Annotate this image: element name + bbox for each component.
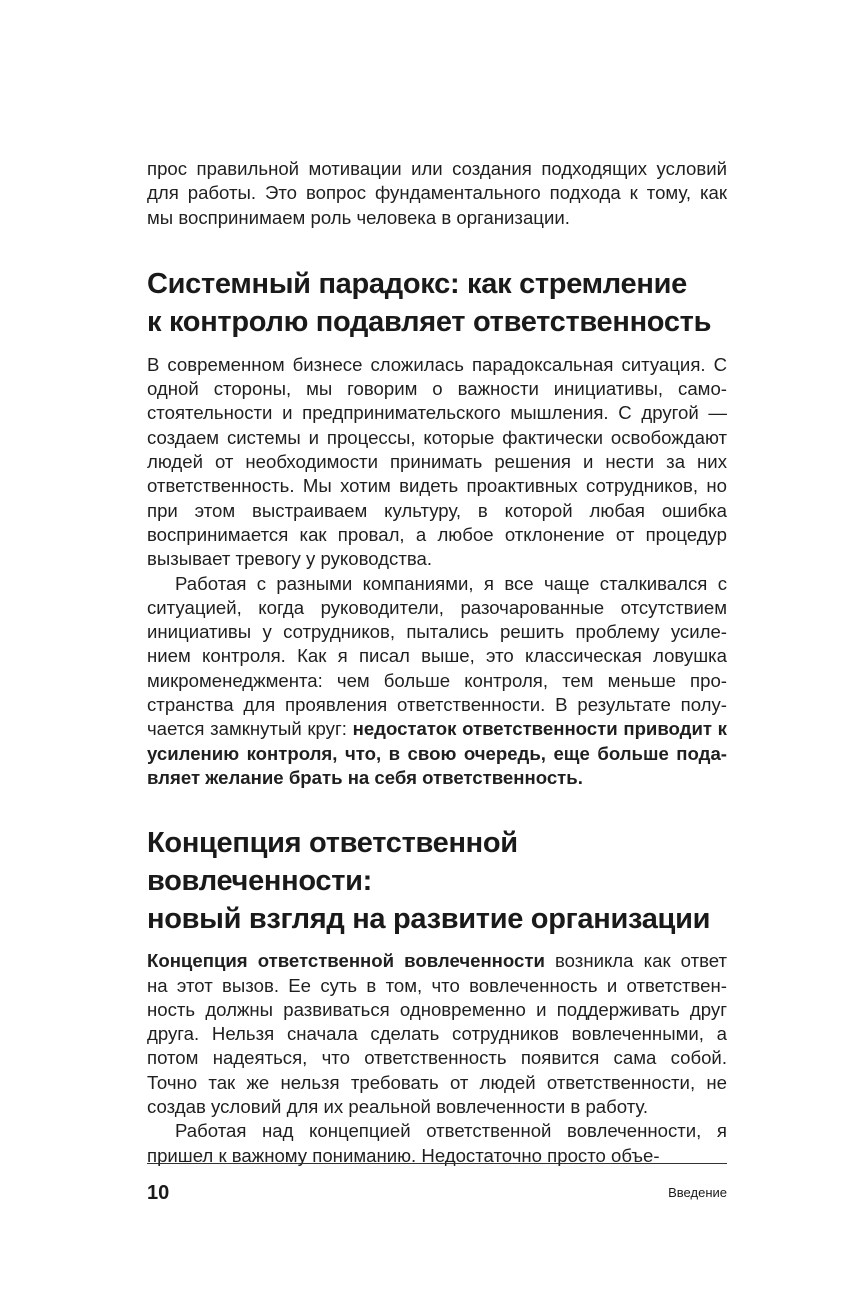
emphasis-text: Концепция ответственной вовлеченности [147,950,545,972]
paragraph [147,572,727,791]
section-heading-line: Системный парадокс: как стремление [147,267,687,300]
paragraph-text: возникла как ответ на этот вызов. Ее суть в том, что вовлеченность и ответственность должны развиваться одновременно и поддерживать друг друга. Нельзя сначала сделать сотрудников вовлеченными, а потом надеяться, что ответственность появится сама собой. Точно так же нельзя требовать от людей ответственности, не создав условий для их реальной вовлеченности в работу. [147,950,728,1118]
footer-divider [147,1163,727,1164]
section-heading-line: к контролю подавляет ответственность [147,305,712,338]
running-head: Введение [668,1185,727,1200]
paragraph-text: Работая с разными компаниями, я все чаще сталкивался с ситуацией, когда руководители, разочарованные отсутствием инициативы у сотрудников, пытались решить проблему усилением контроля. Как я писал выше, это классическая ловушка микроменеджмента: чем больше контроля, тем меньше пространства для проявления ответственности. В результате получается замкнутый круг: [147,572,727,740]
section-heading-line: новый взгляд на развитие организации [147,903,711,936]
page-body [147,157,727,1168]
section-heading-responsible-engagement [147,824,727,938]
paragraph: Работая над концепцией ответственной вовлеченности, я пришел к важному пониманию. Недостаточно просто объе- [147,1120,727,1166]
section-heading-line: Концепция ответственной вовлеченности: [147,827,518,898]
section-heading-systemic-paradox [147,265,727,341]
page-number: 10 [147,1182,170,1204]
emphasis-text: недостаток ответственности приводит к усилению контроля, что, в свою очередь, еще больше подавляет желание брать на себя ответственность. [147,718,727,788]
intro-paragraph: прос правильной мотивации или создания подходящих условий для работы. Это вопрос фундаментального подхода к тому, как мы воспринимаем роль человека в организации. [147,158,727,228]
paragraph: В современном бизнесе сложилась парадоксальная ситуация. С одной стороны, мы говорим о важности инициативы, самостоятельности и предпринимательского мышления. С другой — создаем системы и процессы, которые фактически освобождают людей от необходимости принимать решения и нести за них ответственность. Мы хотим видеть проактивных сотрудников, но при этом выстраиваем культуру, в которой любая ошибка воспринимается как провал, а любое отклонение от процедур вызывает тревогу у руководства. [147,353,727,570]
paragraph [147,949,727,1119]
